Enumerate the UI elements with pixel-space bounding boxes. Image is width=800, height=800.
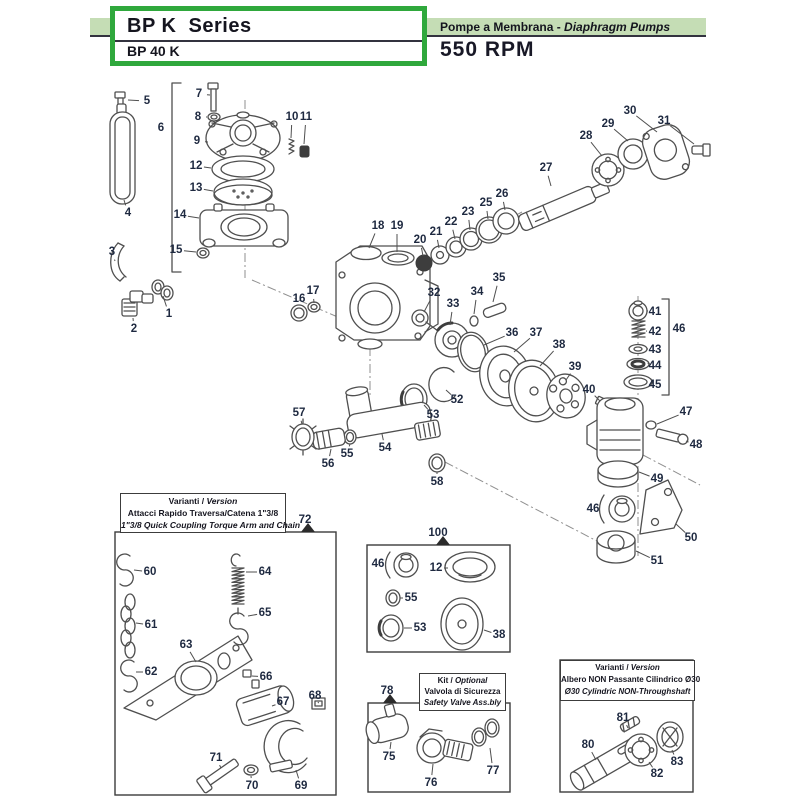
callout-83: 83	[670, 756, 684, 768]
callout-3: 3	[108, 246, 116, 258]
part-34-ring	[470, 316, 478, 326]
callout-leader-55	[349, 444, 350, 446]
callout-31: 31	[657, 115, 671, 127]
callout-leader-76	[432, 764, 433, 775]
callout-55: 55	[340, 448, 354, 460]
callout-34: 34	[470, 286, 484, 298]
part-13-perforated-disc	[214, 179, 272, 205]
part-76-valve-body	[417, 729, 473, 763]
part-47-washer	[646, 421, 656, 429]
part-10-spring-pin	[289, 139, 294, 154]
callout-leader-63	[190, 652, 196, 662]
callout-16: 16	[292, 293, 306, 305]
part-57-ring-nut	[290, 419, 316, 455]
callout-9: 9	[193, 135, 201, 147]
callout-leader-77	[490, 748, 492, 763]
kit100-diaphragm-38	[441, 598, 483, 650]
part-70-washer	[244, 765, 258, 775]
callout-66: 66	[259, 671, 273, 683]
callout-61: 61	[144, 619, 158, 631]
callout-47: 47	[679, 406, 693, 418]
safety-kit-title-l1a: Kit /	[437, 676, 455, 685]
callout-75: 75	[382, 751, 396, 763]
safety-kit-title	[419, 673, 506, 711]
model-name: BP 40 K	[127, 43, 180, 59]
coupling-variant-title-l1b: Version	[206, 496, 238, 506]
part-56-hose-barb	[312, 428, 346, 450]
shaft-variant-title-l1a: Varianti /	[595, 663, 631, 672]
callout-leader-61	[136, 623, 143, 624]
part-26-ring	[493, 208, 519, 234]
callout-52: 52	[450, 394, 464, 406]
callout-leader-36	[484, 336, 505, 345]
part-60-hook	[117, 554, 133, 586]
callout-41: 41	[648, 306, 662, 318]
callout-28: 28	[579, 130, 593, 142]
callout-76: 76	[424, 777, 438, 789]
callout-leader-68	[318, 702, 319, 703]
part-64-spring	[231, 554, 244, 614]
callout-33: 33	[446, 298, 460, 310]
part-62-hook	[121, 660, 137, 692]
callout-leader-38	[540, 351, 554, 366]
part-1-washers	[152, 280, 173, 300]
callout-82: 82	[650, 768, 664, 780]
series-title: BP K Series	[115, 11, 422, 42]
callout-leader-13	[204, 189, 213, 191]
category-english: Diaphragm Pumps	[564, 20, 671, 34]
callout-1: 1	[165, 308, 173, 320]
callout-51: 51	[650, 555, 664, 567]
part-31-bolt	[692, 144, 710, 156]
callout-leader-54	[382, 434, 383, 440]
callout-45: 45	[648, 379, 662, 391]
part-43-washer	[629, 345, 647, 354]
callout-leader-37	[514, 338, 530, 352]
part-77-orings	[472, 719, 499, 746]
part-50-bracket-foot	[640, 480, 682, 534]
callout-20: 20	[413, 234, 427, 246]
kit100-oring-55	[386, 590, 400, 606]
callout-6: 6	[157, 122, 165, 134]
callout-32: 32	[427, 287, 441, 299]
part-17-washer	[308, 302, 320, 312]
part-27-shaft	[517, 179, 611, 232]
part-42-spring	[632, 321, 645, 337]
part-44-valve-seat	[627, 359, 649, 370]
callout-77: 77	[486, 765, 500, 777]
callout-58: 58	[430, 476, 444, 488]
callout-leader-11	[304, 125, 305, 144]
callout-4: 4	[124, 207, 132, 219]
callout-leader-30	[636, 116, 657, 132]
part-20-cap	[416, 255, 432, 271]
callout-46: 46	[371, 558, 385, 570]
callout-13: 13	[189, 182, 203, 194]
callout-39: 39	[568, 361, 582, 373]
callout-leader-65	[248, 614, 257, 616]
part-82-bearing	[625, 734, 657, 766]
callout-leader-5	[128, 100, 139, 101]
callout-26: 26	[495, 188, 509, 200]
callout-leader-15	[184, 251, 196, 252]
callout-54: 54	[378, 442, 392, 454]
callout-leader-35	[493, 286, 497, 302]
part-12-ring	[212, 156, 274, 182]
callout-25: 25	[479, 197, 493, 209]
part-35-pin	[482, 302, 507, 318]
callout-42: 42	[648, 326, 662, 338]
callout-78: 78	[380, 685, 394, 697]
callout-21: 21	[429, 226, 443, 238]
part-83-seal-ring	[657, 722, 683, 752]
callout-23: 23	[461, 206, 475, 218]
callout-62: 62	[144, 666, 158, 678]
shaft-variant-title	[560, 660, 701, 701]
safety-kit-title-l2: Valvola di Sicurezza	[424, 687, 501, 696]
safety-kit-title-l3: Safety Valve Ass.bly	[423, 698, 502, 707]
callout-18: 18	[371, 220, 385, 232]
callout-12: 12	[189, 160, 203, 172]
series-title-box	[110, 6, 427, 66]
callout-leader-10	[291, 125, 292, 138]
callout-27: 27	[539, 162, 553, 174]
part-66-nuts	[243, 670, 259, 688]
callout-55: 55	[404, 592, 418, 604]
part-2-elbow-fitting	[122, 291, 153, 316]
callout-72: 72	[298, 514, 312, 526]
part-14-pump-head	[200, 204, 288, 247]
callout-64: 64	[258, 566, 272, 578]
callout-7: 7	[195, 88, 203, 100]
part-41-cap-nut	[629, 301, 647, 320]
callout-15: 15	[169, 244, 183, 256]
safety-kit-title-l1b: Optional	[454, 676, 488, 685]
callout-22: 22	[444, 216, 458, 228]
callout-10: 10	[285, 111, 299, 123]
shaft-variant-title-l2: Albero NON Passante Cilindrico Ø30	[561, 675, 701, 684]
callout-leader-12	[204, 167, 211, 168]
part-8-nut	[208, 113, 220, 121]
callout-43: 43	[648, 344, 662, 356]
callout-57: 57	[292, 407, 306, 419]
callout-29: 29	[601, 118, 615, 130]
callout-leader-71	[220, 765, 221, 768]
callout-60: 60	[143, 566, 157, 578]
part-4-hose-loop	[110, 104, 135, 204]
rpm-label: 550 RPM	[440, 38, 535, 61]
callout-67: 67	[276, 696, 290, 708]
callout-2: 2	[130, 323, 138, 335]
callout-100: 100	[428, 527, 448, 539]
callout-80: 80	[581, 739, 595, 751]
callout-14: 14	[173, 209, 187, 221]
callout-68: 68	[308, 690, 322, 702]
callout-44: 44	[648, 360, 662, 372]
part-48-bolt	[655, 428, 688, 445]
callout-leader-28	[591, 142, 602, 156]
part-15-nut	[197, 248, 209, 258]
callout-8: 8	[194, 111, 202, 123]
callout-leader-47	[657, 415, 679, 424]
category-label	[440, 20, 670, 34]
part-51-cap-nut	[597, 531, 635, 563]
coupling-variant-title-l1a: Varianti /	[168, 496, 207, 506]
callout-48: 48	[689, 439, 703, 451]
part-46-valve-assembly	[600, 495, 636, 523]
callout-65: 65	[258, 607, 272, 619]
callout-46: 46	[586, 503, 600, 515]
shaft-variant-title-l1b: Version	[630, 663, 660, 672]
part-55-ring	[344, 430, 356, 444]
callout-leader-56	[330, 449, 331, 456]
callout-40: 40	[582, 384, 596, 396]
part-7-bolt	[208, 83, 218, 111]
callout-56: 56	[321, 458, 335, 470]
group-bracket-46-stack	[662, 299, 669, 395]
callout-leader-80	[592, 752, 596, 760]
callout-38: 38	[552, 339, 566, 351]
callout-38: 38	[492, 629, 506, 641]
callout-5: 5	[143, 95, 151, 107]
callout-30: 30	[623, 105, 637, 117]
callout-leader-75	[390, 742, 391, 749]
callout-11: 11	[299, 111, 313, 123]
callout-63: 63	[179, 639, 193, 651]
coupling-variant-title-l3: 1"3/8 Quick Coupling Torque Arm and Chain	[121, 520, 301, 530]
shaft-variant-title-l3: Ø30 Cylindric NON-Throughshaft	[564, 687, 691, 696]
coupling-variant-title	[120, 493, 301, 533]
callout-leader-14	[188, 216, 199, 218]
part-11-grub-screw	[300, 146, 309, 157]
part-30-flange	[639, 121, 693, 183]
callout-53: 53	[413, 622, 427, 634]
callout-81: 81	[616, 712, 630, 724]
callout-36: 36	[505, 327, 519, 339]
callout-50: 50	[684, 532, 698, 544]
callout-leader-29	[614, 129, 628, 141]
callout-37: 37	[529, 327, 543, 339]
callout-leader-34	[474, 300, 476, 314]
callout-leader-27	[548, 176, 551, 186]
part-69-clamp	[264, 721, 307, 773]
callout-12: 12	[429, 562, 443, 574]
callout-46: 46	[672, 323, 686, 335]
callout-leader-49	[639, 472, 650, 476]
kit100-valve-assembly	[386, 552, 419, 578]
kit100-ring-12	[445, 552, 495, 582]
part-16-plug	[291, 305, 307, 321]
callout-53: 53	[426, 409, 440, 421]
coupling-variant-title-l2: Attacci Rapido Traversa/Catena 1"3/8	[127, 508, 279, 518]
callout-35: 35	[492, 272, 506, 284]
callout-49: 49	[650, 473, 664, 485]
callout-70: 70	[245, 780, 259, 792]
callout-19: 19	[390, 220, 404, 232]
callout-leader-60	[134, 570, 142, 571]
callout-17: 17	[306, 285, 320, 297]
kit100-ring-53	[379, 615, 403, 641]
callout-71: 71	[209, 752, 223, 764]
callout-69: 69	[294, 780, 308, 792]
part-61-chain	[121, 594, 135, 658]
category-italian: Pompe a Membrana -	[440, 20, 565, 34]
valve-housing	[587, 398, 643, 464]
part-49-collar	[598, 461, 638, 487]
part-58-oring	[429, 454, 445, 472]
callout-leader-38	[484, 630, 491, 632]
